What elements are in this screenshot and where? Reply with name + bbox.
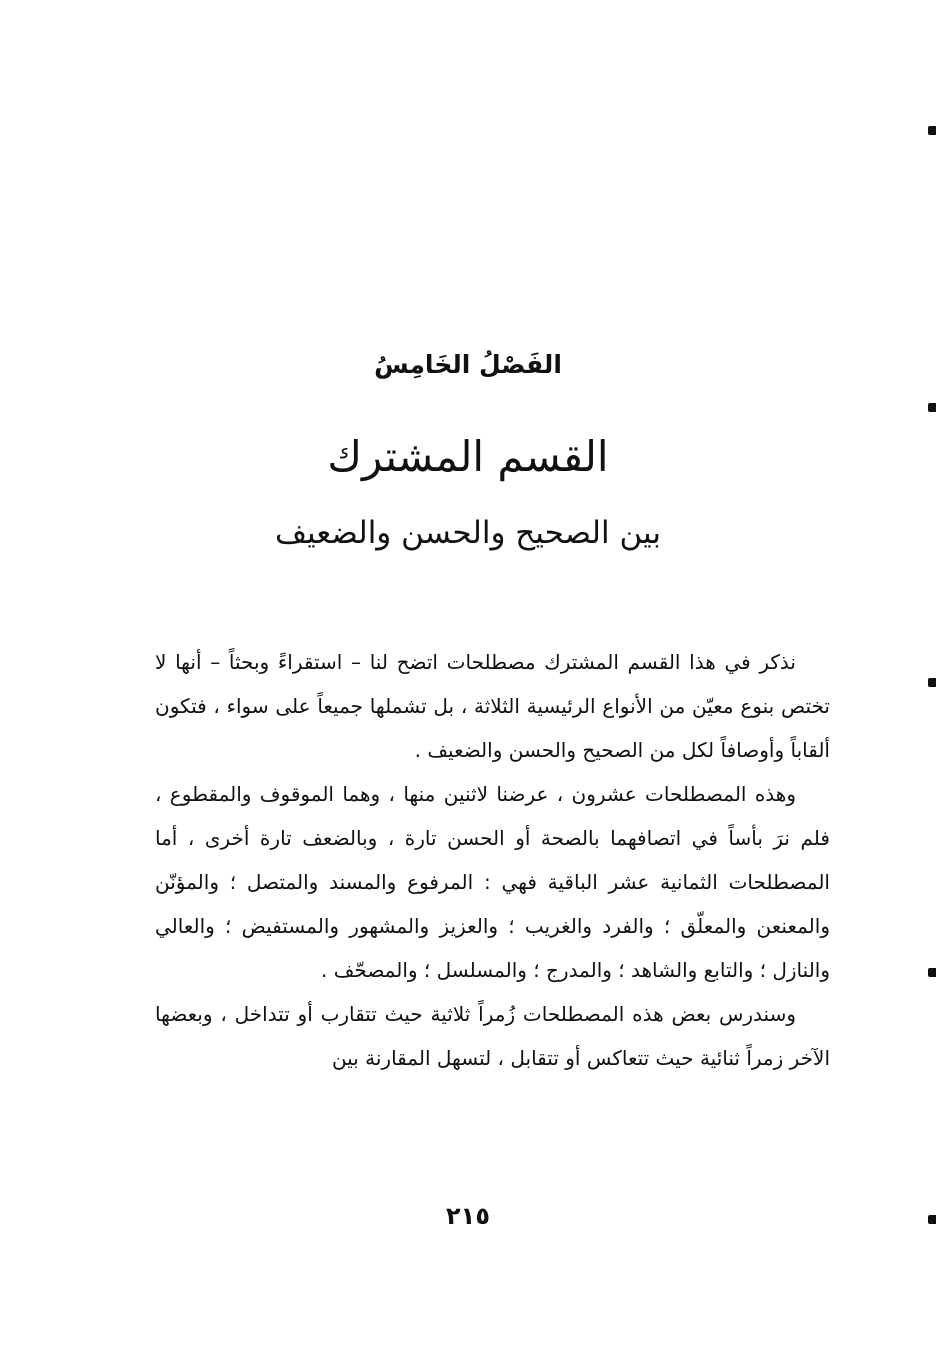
scan-edge-mark [928,1215,936,1224]
paragraph-2: وهذه المصطلحات عشرون ، عرضنا لاثنين منها ، وهما الموقوف والمقطوع ، فلم نرَ بأساً في اتصافهما بالصحة أو الحسن تارة ، وبالضعف تارة أخرى ، أما المصطلحات الثمانية عشر الباقية فهي : المرفوع والمسند والمتصل ؛ والمؤنّن والمعنعن والمعلّق ؛ والفرد والغريب ؛ والعزيز والمشهور والمستفيض ؛ والعالي والنازل ؛ والتابع والشاهد ؛ والمدرج ؛ والمسلسل ؛ والمصحّف . [155,782,830,982]
page-number: ٢١٥ [446,1202,490,1230]
scan-edge-mark [928,968,936,977]
scan-edge-mark [928,678,936,687]
chapter-subtitle: بين الصحيح والحسن والضعيف [274,515,662,551]
chapter-label: الفَصْلُ الخَامِسُ [374,350,562,379]
body-text [155,640,830,1080]
chapter-title: القسم المشترك [327,432,609,481]
scan-edge-mark [928,126,936,135]
paragraph-1: نذكر في هذا القسم المشترك مصطلحات اتضح لنا – استقراءً وبحثاً – أنها لا تختص بنوع معيّن من الأنواع الرئيسية الثلاثة ، بل تشملها جميعاً على سواء ، فتكون ألقاباً وأوصافاً لكل من الصحيح والحسن والضعيف . [155,650,830,762]
scan-edge-mark [928,403,936,412]
paragraph-3: وسندرس بعض هذه المصطلحات زُمراً ثلاثية حيث تتقارب أو تتداخل ، وبعضها الآخر زمراً ثنائية حيث تتعاكس أو تتقابل ، لتسهل المقارنة بين [155,1002,830,1070]
